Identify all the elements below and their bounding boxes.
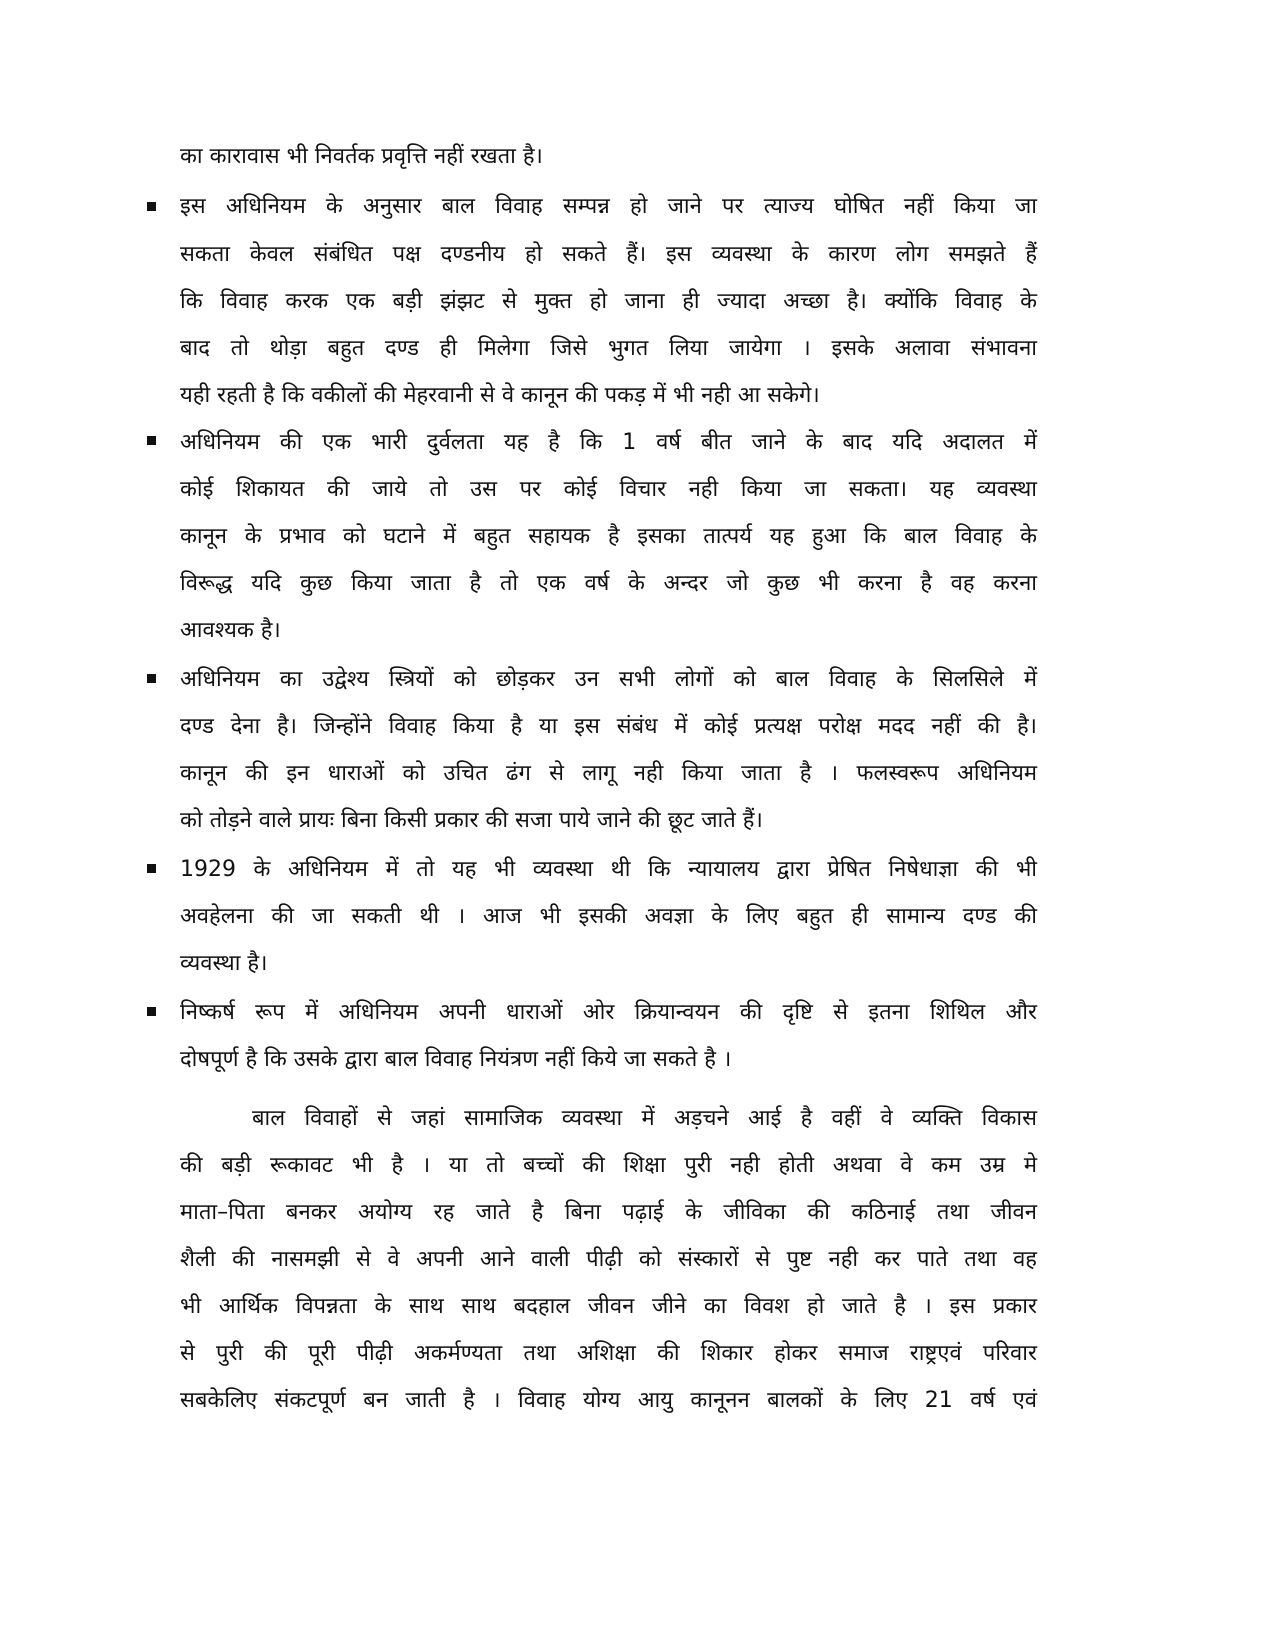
bullet-3-line-1: अधिनियम का उद्वेश्य स्त्रियों को छोड़कर उन सभी लोगों को बाल विवाह के सिलसिले में [180, 667, 1037, 692]
paragraph-line-4: शैली की नासमझी से वे अपनी आने वाली पीढ़ी को संस्कारों से पुष्ट नही कर पाते तथा वह [180, 1247, 1037, 1272]
bullet-1-line-2: सकता केवल संबंधित पक्ष दण्डनीय हो सकते हैं। इस व्यवस्था के कारण लोग समझते हैं [180, 242, 1037, 267]
bullet-2-line-2: कोई शिकायत की जाये तो उस पर कोई विचार नही किया जा सकता। यह व्यवस्था [180, 477, 1037, 502]
bullet-2-line-4: विरूद्ध यदि कुछ किया जाता है तो एक वर्ष के अन्दर जो कुछ भी करना है वह करना [180, 571, 1037, 596]
bullet-1-line-5: यही रहती है कि वकीलों की मेहरवानी से वे कानून की पकड़ में भी नही आ सकेगे। [180, 383, 820, 408]
paragraph-line-2: की बड़ी रूकावट भी है । या तो बच्चों की शिक्षा पुरी नही होती अथवा वे कम उम्र मे [180, 1153, 1037, 1178]
bullet-4-line-1: 1929 के अधिनियम में तो यह भी व्यवस्था थी कि न्यायालय द्वारा प्रेषित निषेधाज्ञा की भी [180, 857, 1037, 882]
bullet-3-line-3: कानून की इन धाराओं को उचित ढंग से लागू नही किया जाता है । फलस्वरूप अधिनियम [180, 761, 1037, 786]
bullet-2-line-5: आवश्यक है। [180, 618, 281, 643]
paragraph-line-3: माता–पिता बनकर अयोग्य रह जाते है बिना पढ़ाई के जीविका की कठिनाई तथा जीवन [180, 1200, 1037, 1225]
bullet-5-line-2: दोषपूर्ण है कि उसके द्वारा बाल विवाह नियंत्रण नहीं किये जा सकते है । [180, 1047, 732, 1072]
bullet-2-line-3: कानून के प्रभाव को घटाने में बहुत सहायक है इसका तात्पर्य यह हुआ कि बाल विवाह के [180, 524, 1037, 549]
bullet-marker [147, 1007, 156, 1016]
bullet-1-line-1: इस अधिनियम के अनुसार बाल विवाह सम्पन्न हो जाने पर त्याज्य घोषित नहीं किया जा [180, 194, 1037, 219]
bullet-2-line-1: अधिनियम की एक भारी दुर्वलता यह है कि 1 वर्ष बीत जाने के बाद यदि अदालत में [180, 430, 1037, 455]
bullet-5-line-1: निष्कर्ष रूप में अधिनियम अपनी धाराओं ओर क्रियान्वयन की दृष्टि से इतना शिथिल और [180, 1000, 1037, 1025]
bullet-marker [147, 202, 156, 211]
bullet-4-line-2: अवहेलना की जा सकती थी । आज भी इसकी अवज्ञा के लिए बहुत ही सामान्य दण्ड की [180, 904, 1037, 929]
bullet-marker [147, 436, 156, 445]
bullet-marker [147, 864, 156, 873]
bullet-3-line-4: को तोड़ने वाले प्रायः बिना किसी प्रकार की सजा पाये जाने की छूट जाते हैं। [180, 808, 763, 833]
continuation-line: का कारावास भी निवर्तक प्रवृत्ति नहीं रखता है। [180, 144, 543, 169]
bullet-3-line-2: दण्ड देना है। जिन्होंने विवाह किया है या इस संबंध में कोई प्रत्यक्ष परोक्ष मदद नहीं की है। [180, 714, 1037, 739]
bullet-1-line-4: बाद तो थोड़ा बहुत दण्ड ही मिलेगा जिसे भुगत लिया जायेगा । इसके अलावा संभावना [180, 336, 1037, 361]
bullet-marker [147, 674, 156, 683]
paragraph-line-1: बाल विवाहों से जहां सामाजिक व्यवस्था में अड़चने आई है वहीं वे व्यक्ति विकास [252, 1106, 1037, 1131]
paragraph-line-6: से पुरी की पूरी पीढ़ी अकर्मण्यता तथा अशिक्षा की शिकार होकर समाज राष्ट्रएवं परिवार [180, 1341, 1037, 1366]
paragraph-line-7: सबकेलिए संकटपूर्ण बन जाती है । विवाह योग्य आयु कानूनन बालकों के लिए 21 वर्ष एवं [180, 1388, 1037, 1413]
paragraph-line-5: भी आर्थिक विपन्नता के साथ साथ बदहाल जीवन जीने का विवश हो जाते है । इस प्रकार [180, 1294, 1037, 1319]
bullet-4-line-3: व्यवस्था है। [180, 951, 268, 976]
bullet-1-line-3: कि विवाह करक एक बड़ी झंझट से मुक्त हो जाना ही ज्यादा अच्छा है। क्योंकि विवाह के [180, 289, 1037, 314]
